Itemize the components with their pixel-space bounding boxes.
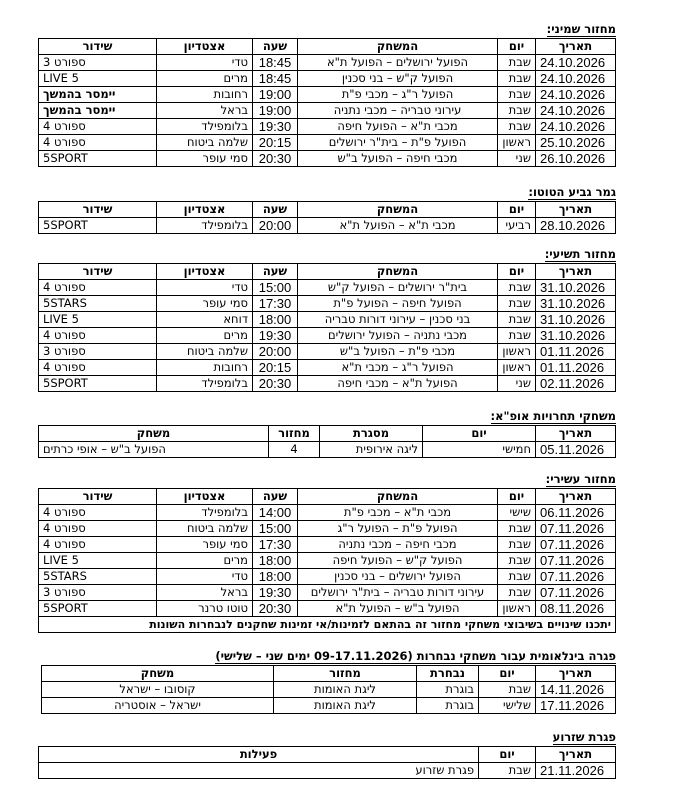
header-stadium: אצטדיון <box>157 489 253 505</box>
match-date: 31.10.2026 <box>536 280 616 296</box>
match-game: הפועל ר"ג – מכבי ת"א <box>298 360 498 376</box>
match-day: שני <box>498 151 536 167</box>
table-row <box>39 218 616 234</box>
header-date: תאריך <box>536 426 616 442</box>
match-stadium: טדי <box>157 280 253 296</box>
match-broadcast: ספורט 4 <box>39 280 157 296</box>
match-day: שבת <box>498 553 536 569</box>
match-broadcast: ספורט 4 <box>39 360 157 376</box>
match-time: 19:30 <box>253 585 298 601</box>
table-row <box>39 135 616 151</box>
match-stadium: בראל <box>157 585 253 601</box>
header-game: משחק <box>39 426 269 442</box>
match-stadium: סמי עופר <box>157 296 253 312</box>
table-row <box>42 682 616 698</box>
match-date: 24.10.2026 <box>536 119 616 135</box>
cell-team: בוגרת <box>417 698 479 714</box>
header-row <box>39 426 616 442</box>
header-broadcast: שידור <box>39 264 157 280</box>
table-row <box>39 360 616 376</box>
match-stadium: רחובות <box>157 360 253 376</box>
match-game: מכבי ת"א – הפועל חיפה <box>298 119 498 135</box>
header-team: נבחרת <box>417 666 479 682</box>
cell-date: 17.11.2026 <box>536 698 616 714</box>
match-game: מכבי ת"א – מכבי פ"ת <box>298 505 498 521</box>
match-game: הפועל ירושלים – בני סכנין <box>298 569 498 585</box>
match-time: 17:30 <box>253 296 298 312</box>
header-row <box>39 747 616 763</box>
table-row <box>39 280 616 296</box>
header-day: יום <box>498 264 536 280</box>
header-day: יום <box>479 747 536 763</box>
match-day: שבת <box>498 103 536 119</box>
match-date: 01.11.2026 <box>536 360 616 376</box>
match-time: 15:00 <box>253 280 298 296</box>
match-broadcast: ספורט 4 <box>39 328 157 344</box>
match-date: 25.10.2026 <box>536 135 616 151</box>
cell-framework: ליגה אירופית <box>320 442 423 458</box>
match-date: 01.11.2026 <box>536 344 616 360</box>
schedule-note: יתכנו שינויים בשיבוצי משחקי מחזור זה בהתאם לזמינות/אי זמינות שחקנים לנבחרות השונות <box>39 617 616 633</box>
match-stadium: בלומפילד <box>157 505 253 521</box>
match-stadium: בלומפילד <box>157 218 253 234</box>
header-row <box>39 39 616 55</box>
match-game: הפועל ר"ג – מכבי פ"ת <box>298 87 498 103</box>
round-8-title: מחזור שמיני: <box>546 22 616 36</box>
header-framework: מסגרת <box>320 426 423 442</box>
table-row <box>39 119 616 135</box>
match-date: 07.11.2026 <box>536 553 616 569</box>
round-8-table <box>38 38 616 167</box>
match-stadium: סמי עופר <box>157 537 253 553</box>
uefa-title: משחקי תחרויות אופ"א: <box>490 409 616 423</box>
match-time: 14:00 <box>253 505 298 521</box>
header-day: יום <box>498 489 536 505</box>
intl-break-table <box>41 665 616 714</box>
match-date: 07.11.2026 <box>536 537 616 553</box>
match-time: 20:00 <box>253 344 298 360</box>
match-day: ראשון <box>498 135 536 151</box>
match-date: 31.10.2026 <box>536 296 616 312</box>
table-row <box>39 521 616 537</box>
table-row <box>39 585 616 601</box>
cell-round: ליגת האומות <box>274 682 417 698</box>
match-day: שבת <box>498 585 536 601</box>
header-row <box>39 202 616 218</box>
match-stadium: בראל <box>157 103 253 119</box>
cell-date: 21.11.2026 <box>536 763 616 779</box>
match-broadcast: ספורט 3 <box>39 585 157 601</box>
match-date: 26.10.2026 <box>536 151 616 167</box>
match-stadium: שלמה ביטוח <box>157 135 253 151</box>
match-date: 24.10.2026 <box>536 87 616 103</box>
table-row <box>39 296 616 312</box>
match-time: 19:30 <box>253 119 298 135</box>
match-time: 20:15 <box>253 360 298 376</box>
header-stadium: אצטדיון <box>157 202 253 218</box>
match-date: 07.11.2026 <box>536 521 616 537</box>
table-row <box>39 55 616 71</box>
header-date: תאריך <box>536 202 616 218</box>
match-stadium: טדי <box>157 569 253 585</box>
match-broadcast: 5 LIVE <box>39 312 157 328</box>
match-broadcast: 5STARS <box>39 296 157 312</box>
cell-day: שלישי <box>479 698 536 714</box>
match-day: שני <box>498 376 536 392</box>
table-row <box>39 71 616 87</box>
cell-activities: פגרת שזרוע <box>39 763 479 779</box>
match-day: שבת <box>498 71 536 87</box>
match-date: 08.11.2026 <box>536 601 616 617</box>
header-date: תאריך <box>536 747 616 763</box>
match-stadium: מרים <box>157 328 253 344</box>
table-row <box>39 553 616 569</box>
header-round: מחזור <box>274 666 417 682</box>
match-day: ראשון <box>498 601 536 617</box>
match-game: מכבי חיפה – הפועל ב"ש <box>298 151 498 167</box>
match-day: שישי <box>498 505 536 521</box>
header-date: תאריך <box>536 39 616 55</box>
table-row <box>39 312 616 328</box>
match-time: 20:30 <box>253 601 298 617</box>
match-day: שבת <box>498 55 536 71</box>
match-game: עירוני טבריה – מכבי נתניה <box>298 103 498 119</box>
header-time: שעה <box>253 489 298 505</box>
match-stadium: דוחא <box>157 312 253 328</box>
cell-game: קוסובו – ישראל <box>42 682 274 698</box>
match-broadcast: 5SPORT <box>39 218 157 234</box>
match-date: 06.11.2026 <box>536 505 616 521</box>
match-date: 24.10.2026 <box>536 71 616 87</box>
table-row <box>39 376 616 392</box>
cell-day: חמישי <box>423 442 536 458</box>
match-date: 31.10.2026 <box>536 312 616 328</box>
header-day: יום <box>498 202 536 218</box>
table-row <box>42 698 616 714</box>
match-day: שבת <box>498 312 536 328</box>
table-row <box>39 344 616 360</box>
header-time: שעה <box>253 264 298 280</box>
round-10-title: מחזור עשירי: <box>545 472 616 486</box>
table-row <box>39 87 616 103</box>
match-time: 18:45 <box>253 55 298 71</box>
table-row <box>39 763 616 779</box>
header-game: המשחק <box>298 264 498 280</box>
match-day: שבת <box>498 280 536 296</box>
header-activities: פעילות <box>39 747 479 763</box>
match-stadium: שלמה ביטוח <box>157 344 253 360</box>
match-date: 02.11.2026 <box>536 376 616 392</box>
match-game: הפועל ב"ש – הפועל ת"א <box>298 601 498 617</box>
cell-game: ישראל – אוסטריה <box>42 698 274 714</box>
header-broadcast: שידור <box>39 39 157 55</box>
match-game: הפועל פ"ת – בית"ר ירושלים <box>298 135 498 151</box>
header-row <box>42 666 616 682</box>
match-broadcast: יימסר בהמשך <box>39 87 157 103</box>
header-date: תאריך <box>536 666 616 682</box>
match-game: עירוני דורות טבריה – בית"ר ירושלים <box>298 585 498 601</box>
cell-game: הפועל ב"ש – אופי כרתים <box>39 442 269 458</box>
match-game: הפועל ק"ש – בני סכנין <box>298 71 498 87</box>
match-day: שבת <box>498 87 536 103</box>
table-row <box>39 442 616 458</box>
match-broadcast: 5SPORT <box>39 151 157 167</box>
match-game: מכבי נתניה – הפועל ירושלים <box>298 328 498 344</box>
match-game: מכבי חיפה – מכבי נתניה <box>298 537 498 553</box>
match-broadcast: 5 LIVE <box>39 71 157 87</box>
match-time: 19:00 <box>253 87 298 103</box>
match-broadcast: ספורט 4 <box>39 521 157 537</box>
match-time: 19:00 <box>253 103 298 119</box>
table-row <box>39 151 616 167</box>
match-time: 18:00 <box>253 569 298 585</box>
match-game: מכבי ת"א – הפועל ת"א <box>298 218 498 234</box>
header-time: שעה <box>253 202 298 218</box>
header-time: שעה <box>253 39 298 55</box>
cell-team: בוגרת <box>417 682 479 698</box>
table-row <box>39 103 616 119</box>
match-stadium: בלומפילד <box>157 376 253 392</box>
match-stadium: טוטו טרנר <box>157 601 253 617</box>
match-stadium: רחובות <box>157 87 253 103</box>
match-broadcast: ספורט 4 <box>39 119 157 135</box>
match-day: שבת <box>498 521 536 537</box>
round-9-title: מחזור תשיעי: <box>544 247 616 261</box>
header-row <box>39 489 616 505</box>
match-date: 07.11.2026 <box>536 569 616 585</box>
match-date: 24.10.2026 <box>536 103 616 119</box>
header-day: יום <box>498 39 536 55</box>
round-9-table <box>38 263 616 392</box>
header-game: משחק <box>42 666 274 682</box>
cell-date: 05.11.2026 <box>536 442 616 458</box>
match-broadcast: יימסר בהמשך <box>39 103 157 119</box>
header-game: המשחק <box>298 489 498 505</box>
match-day: ראשון <box>498 360 536 376</box>
table-row <box>39 601 616 617</box>
cell-round: 4 <box>269 442 320 458</box>
header-game: המשחק <box>298 39 498 55</box>
match-stadium: שלמה ביטוח <box>157 521 253 537</box>
round-10-table <box>38 488 616 633</box>
table-row <box>39 569 616 585</box>
match-time: 18:00 <box>253 553 298 569</box>
match-game: הפועל ק"ש – הפועל חיפה <box>298 553 498 569</box>
match-broadcast: 5 LIVE <box>39 553 157 569</box>
cell-day: שבת <box>479 682 536 698</box>
match-day: שבת <box>498 569 536 585</box>
match-time: 19:30 <box>253 328 298 344</box>
match-day: שבת <box>498 119 536 135</box>
uefa-table <box>38 425 616 458</box>
header-broadcast: שידור <box>39 202 157 218</box>
table-row <box>39 537 616 553</box>
match-time: 18:45 <box>253 71 298 87</box>
table-row <box>39 505 616 521</box>
header-day: יום <box>423 426 536 442</box>
shazur-break-title: פגרת שזרוע <box>552 730 616 744</box>
match-game: מכבי פ"ת – הפועל ב"ש <box>298 344 498 360</box>
header-stadium: אצטדיון <box>157 264 253 280</box>
table-row <box>39 328 616 344</box>
match-time: 18:00 <box>253 312 298 328</box>
match-game: בית"ר ירושלים – הפועל ק"ש <box>298 280 498 296</box>
match-broadcast: 5SPORT <box>39 601 157 617</box>
match-date: 24.10.2026 <box>536 55 616 71</box>
match-game: בני סכנין – עירוני דורות טבריה <box>298 312 498 328</box>
match-time: 20:30 <box>253 151 298 167</box>
toto-final-table <box>38 201 616 234</box>
match-broadcast: ספורט 4 <box>39 505 157 521</box>
match-game: הפועל חיפה – הפועל פ"ת <box>298 296 498 312</box>
match-broadcast: ספורט 3 <box>39 344 157 360</box>
match-broadcast: ספורט 4 <box>39 537 157 553</box>
match-day: שבת <box>498 296 536 312</box>
match-day: שבת <box>498 328 536 344</box>
match-stadium: סמי עופר <box>157 151 253 167</box>
match-date: 28.10.2026 <box>536 218 616 234</box>
header-game: המשחק <box>298 202 498 218</box>
header-row <box>39 264 616 280</box>
match-time: 20:30 <box>253 376 298 392</box>
toto-final-title: גמר גביע הטוטו: <box>528 185 616 199</box>
header-date: תאריך <box>536 264 616 280</box>
match-time: 20:00 <box>253 218 298 234</box>
match-broadcast: 5STARS <box>39 569 157 585</box>
header-round: מחזור <box>269 426 320 442</box>
match-broadcast: 5SPORT <box>39 376 157 392</box>
note-row <box>39 617 616 633</box>
match-day: שבת <box>498 537 536 553</box>
cell-round: ליגת האומות <box>274 698 417 714</box>
header-date: תאריך <box>536 489 616 505</box>
match-stadium: מרים <box>157 71 253 87</box>
match-time: 17:30 <box>253 537 298 553</box>
match-broadcast: ספורט 3 <box>39 55 157 71</box>
intl-break-title: פגרה בינלאומית עבור משחקי נבחרות (09-17.11.2026 ימים שני – שלישי) <box>215 649 616 663</box>
match-stadium: טדי <box>157 55 253 71</box>
match-date: 31.10.2026 <box>536 328 616 344</box>
match-stadium: בלומפילד <box>157 119 253 135</box>
match-time: 15:00 <box>253 521 298 537</box>
cell-date: 14.11.2026 <box>536 682 616 698</box>
match-day: רביעי <box>498 218 536 234</box>
header-stadium: אצטדיון <box>157 39 253 55</box>
header-day: יום <box>479 666 536 682</box>
match-time: 20:15 <box>253 135 298 151</box>
match-day: ראשון <box>498 344 536 360</box>
shazur-break-table <box>38 746 616 779</box>
match-game: הפועל ת"א – מכבי חיפה <box>298 376 498 392</box>
match-game: הפועל ירושלים – הפועל ת"א <box>298 55 498 71</box>
match-game: הפועל פ"ת – הפועל ר"ג <box>298 521 498 537</box>
match-broadcast: ספורט 4 <box>39 135 157 151</box>
header-broadcast: שידור <box>39 489 157 505</box>
match-stadium: מרים <box>157 553 253 569</box>
match-date: 07.11.2026 <box>536 585 616 601</box>
cell-day: שבת <box>479 763 536 779</box>
